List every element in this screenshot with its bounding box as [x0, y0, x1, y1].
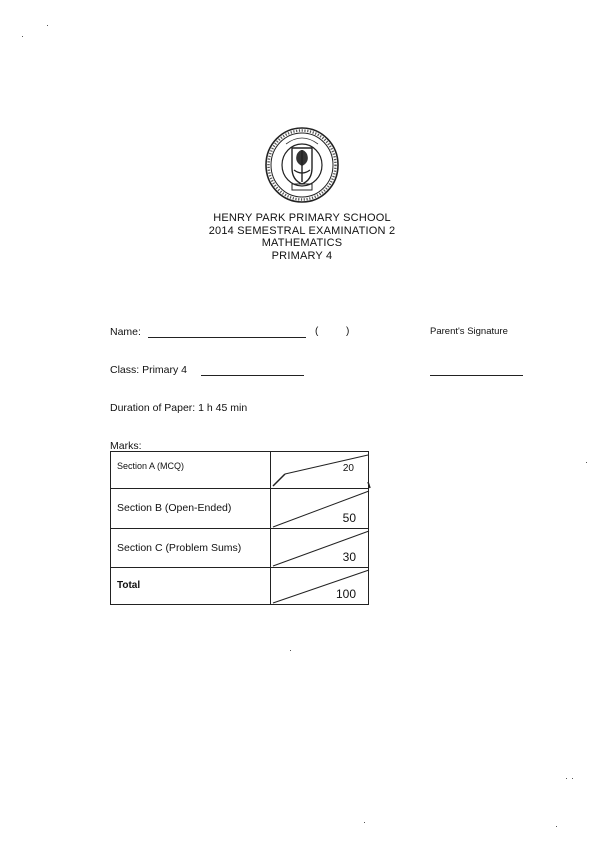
marks-table: [110, 451, 369, 605]
level-title: PRIMARY 4: [271, 249, 333, 262]
section-c-label: Section C (Problem Sums): [117, 542, 242, 554]
table-row: [111, 452, 369, 489]
overall-total: 100: [335, 587, 356, 601]
scan-speck: [572, 778, 573, 779]
register-number-field[interactable]: [320, 324, 344, 338]
scan-speck: [22, 36, 23, 37]
diagonal-divider-icon: [271, 529, 371, 568]
school-crest-icon: [264, 126, 340, 204]
total-label-cell: [111, 568, 271, 605]
section-c-score-cell[interactable]: [271, 529, 369, 568]
diagonal-divider-icon: [271, 568, 371, 605]
parent-signature-field[interactable]: [430, 375, 523, 376]
diagonal-divider-icon: [271, 489, 371, 529]
section-b-total: 50: [342, 511, 356, 525]
section-c-label-cell: [111, 529, 271, 568]
table-row: [111, 489, 369, 529]
register-number-open-paren: (: [315, 326, 319, 337]
section-a-label: Section A (MCQ): [117, 461, 185, 471]
scan-speck: [556, 826, 557, 827]
duration-label: Duration of Paper: 1 h 45 min: [110, 402, 248, 414]
scan-speck: [586, 462, 587, 463]
section-c-total: 30: [342, 550, 356, 564]
name-field[interactable]: [148, 337, 306, 338]
section-a-score-cell[interactable]: [271, 452, 369, 489]
table-row: [111, 529, 369, 568]
section-b-label: Section B (Open-Ended): [117, 502, 232, 514]
register-number-close-paren: ): [346, 326, 350, 337]
parent-signature-label: Parent's Signature: [430, 326, 508, 337]
class-label: Class: Primary 4: [110, 364, 188, 376]
exam-heading: [150, 212, 454, 262]
total-label: Total: [117, 580, 141, 591]
scan-speck: [47, 25, 48, 26]
scan-speck: [566, 778, 567, 779]
exam-title: 2014 SEMESTRAL EXAMINATION 2: [208, 224, 396, 237]
school-name: HENRY PARK PRIMARY SCHOOL: [213, 212, 391, 224]
section-a-label-cell: [111, 452, 271, 489]
name-label: Name:: [110, 326, 141, 338]
section-b-label-cell: [111, 489, 271, 529]
section-a-total: 20: [342, 463, 354, 474]
section-b-score-cell[interactable]: [271, 489, 369, 529]
table-row: [111, 568, 369, 605]
scan-speck: [290, 650, 291, 651]
class-field[interactable]: [201, 375, 304, 376]
scan-speck: [364, 822, 365, 823]
subject-title: MATHEMATICS: [261, 237, 343, 249]
total-score-cell[interactable]: [271, 568, 369, 605]
diagonal-divider-icon: [271, 452, 371, 489]
marks-title: Marks:: [110, 440, 142, 452]
